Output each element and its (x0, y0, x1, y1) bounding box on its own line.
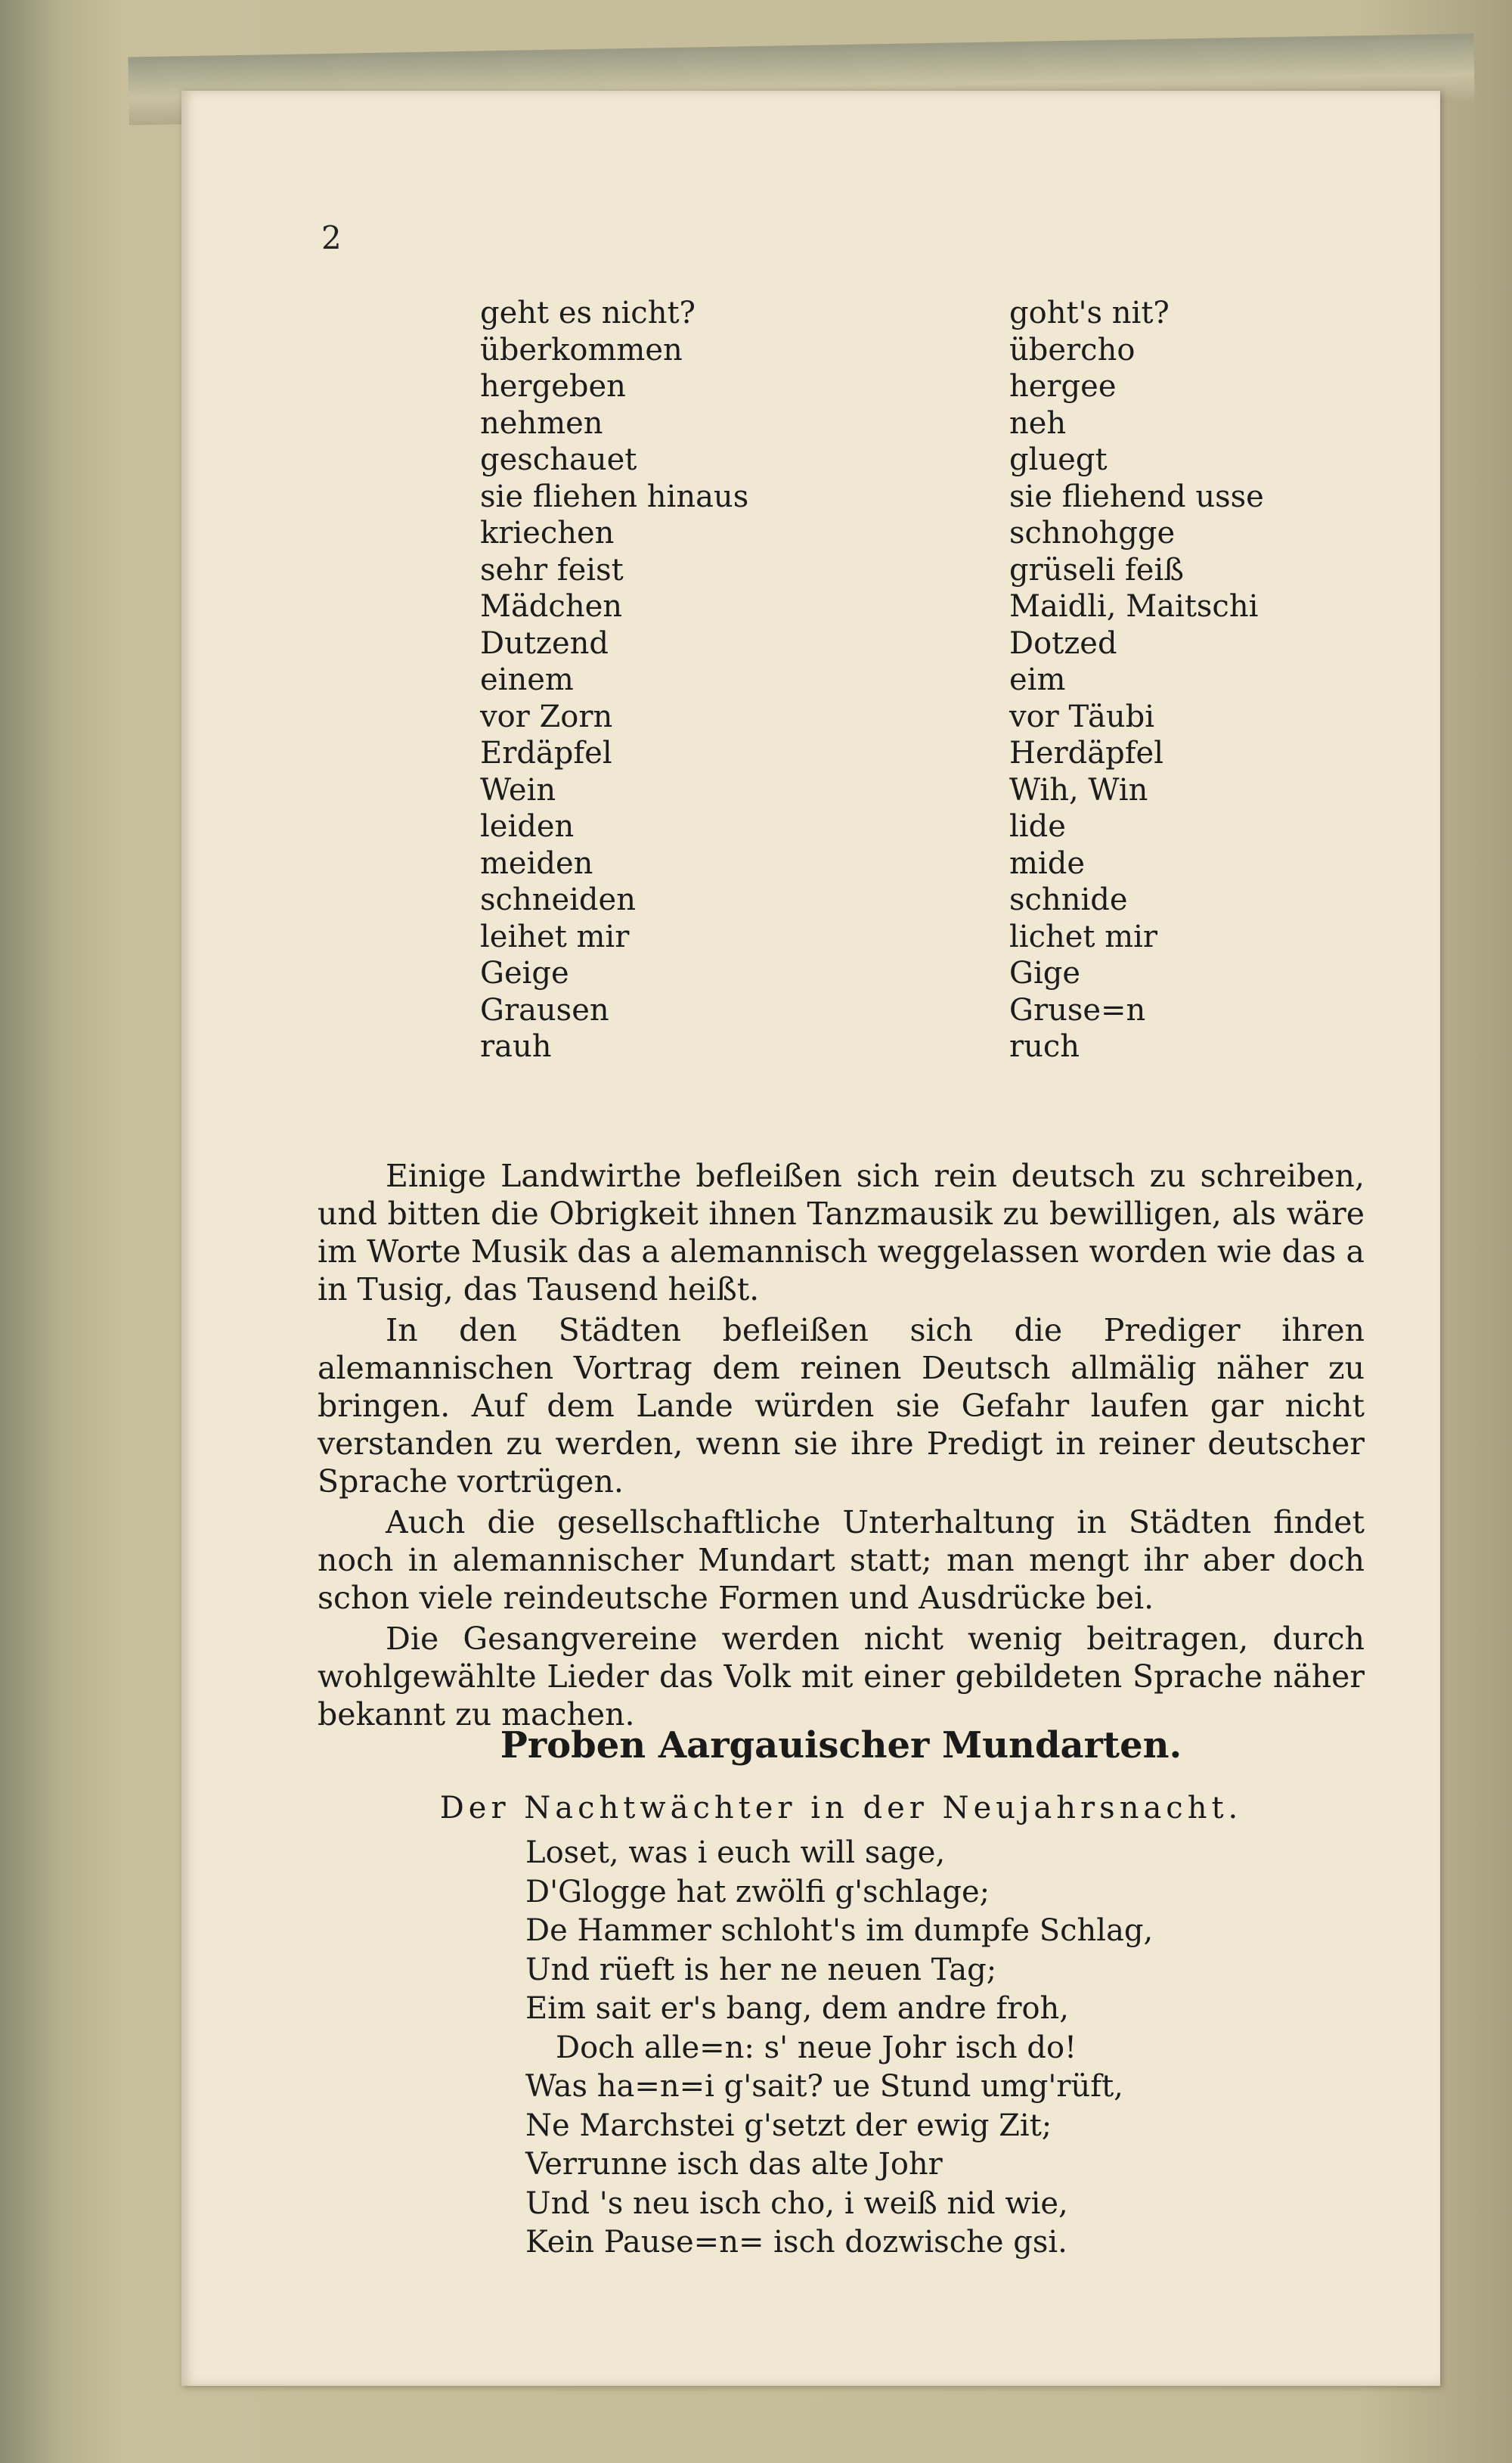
dialect-term: vor Täubi (1009, 699, 1155, 734)
poem-title: Der Nachtwächter in der Neujahrsnacht. (439, 1791, 1243, 1826)
dialect-term: Dotzed (1009, 625, 1117, 661)
paragraph: Die Gesangvereine werden nicht wenig beitragen, durch wohlgewählte Lieder das Volk mit einer gebildeten Sprache näher bekannt zu machen. (318, 1621, 1365, 1732)
poem-line: Kein Pause=n= isch dozwische gsi. (525, 2225, 1067, 2260)
dialect-term: eim (1009, 662, 1066, 697)
paragraph: Auch die gesellschaftliche Unterhaltung in Städten findet noch in alemannischer Mundart statt; man mengt ihr aber doch schon viele reindeutsche Formen und Ausdrücke bei. (318, 1504, 1365, 1616)
standard-german-term: vor Zorn (480, 699, 617, 735)
word-list-row (480, 588, 1433, 625)
dialect-term: goht's nit? (1009, 296, 1170, 330)
standard-german-term: leiden (480, 808, 578, 845)
poem-line: De Hammer schloht's im dumpfe Schlag, (525, 1913, 1154, 1948)
paragraph: In den Städten befleißen sich die Prediger ihren alemannischen Vortrag dem reinen Deutsch allmälig näher zu bringen. Auf dem Lande würden sie Gefahr laufen gar nicht verstanden zu werden, wenn sie ihre Predigt in reiner deutscher Sprache vortrügen. (318, 1312, 1365, 1500)
word-list-row (480, 772, 1433, 809)
dialect-term: grüseli feiß (1009, 552, 1184, 588)
poem-line: D'Glogge hat zwölfi g'schlage; (525, 1874, 990, 1909)
poem-line: Loset, was i euch will sage, (525, 1835, 946, 1870)
standard-german-term: nehmen (480, 405, 608, 442)
word-list-row (480, 919, 1433, 956)
dialect-term: Gige (1009, 956, 1081, 991)
book-page (181, 91, 1440, 2386)
standard-german-term: Wein (480, 772, 560, 808)
dialect-term: Gruse=n (1009, 992, 1146, 1028)
standard-german-term: hergeben (480, 368, 631, 405)
word-list-row (480, 442, 1433, 479)
word-list-row (480, 515, 1433, 552)
word-list-row (480, 662, 1433, 699)
dialect-term: mide (1009, 845, 1085, 881)
standard-german-term: rauh (480, 1028, 556, 1065)
poem-line: Was ha=n=i g'sait? ue Stund umg'rüft, (525, 2069, 1123, 2104)
standard-german-term: sie fliehen hinaus (480, 479, 753, 515)
word-list (480, 295, 1433, 1066)
word-list-row (480, 625, 1433, 662)
dialect-term: schnide (1009, 883, 1128, 917)
dialect-term: Wih, Win (1009, 772, 1148, 808)
standard-german-term: Grausen (480, 992, 614, 1028)
standard-german-term: leihet mir (480, 919, 634, 955)
standard-german-term: Mädchen (480, 588, 627, 625)
standard-german-term: geschauet (480, 442, 641, 478)
page-number: 2 (321, 219, 342, 256)
standard-german-term: Dutzend (480, 625, 613, 662)
word-list-row (480, 479, 1433, 516)
standard-german-term: einem (480, 662, 578, 698)
dialect-term: hergee (1009, 369, 1117, 404)
dialect-term: Herdäpfel (1009, 736, 1164, 771)
poem-line: Und rüeft is her ne neuen Tag; (525, 1952, 997, 1987)
section-title: Proben Aargauischer Mundarten. (500, 1724, 1182, 1767)
dialect-term: ruch (1009, 1029, 1080, 1064)
word-list-row (480, 552, 1433, 589)
dialect-term: übercho (1009, 332, 1136, 368)
dialect-term: sie fliehend usse (1009, 479, 1264, 514)
word-list-row (480, 992, 1433, 1029)
dialect-term: gluegt (1009, 442, 1108, 477)
standard-german-term: geht es nicht? (480, 295, 700, 331)
standard-german-term: Geige (480, 955, 574, 991)
dialect-term: neh (1009, 405, 1067, 441)
word-list-row (480, 405, 1433, 442)
word-list-row (480, 882, 1433, 919)
standard-german-term: schneiden (480, 882, 640, 918)
dialect-term: schnohgge (1009, 516, 1176, 551)
word-list-row (480, 368, 1433, 405)
standard-german-term: sehr feist (480, 552, 628, 588)
word-list-row (480, 295, 1433, 332)
word-list-row (480, 845, 1433, 883)
standard-german-term: überkommen (480, 332, 687, 368)
dialect-term: Maidli, Maitschi (1009, 589, 1259, 624)
word-list-row (480, 699, 1433, 736)
standard-german-term: meiden (480, 845, 597, 882)
poem-line: Und 's neu isch cho, i weiß nid wie, (525, 2185, 1068, 2221)
standard-german-term: kriechen (480, 515, 618, 551)
word-list-row (480, 1028, 1433, 1066)
poem-line: Eim sait er's bang, dem andre froh, (525, 1991, 1070, 2026)
dialect-term: lide (1009, 809, 1066, 844)
word-list-row (480, 735, 1433, 772)
poem-line: Verrunne isch das alte Johr (525, 2147, 943, 2182)
paragraph: Einige Landwirthe befleißen sich rein deutsch zu schreiben, und bitten die Obrigkeit ihnen Tanzmausik zu bewilligen, als wäre im Worte Musik das a alemannisch weggelassen worden wie das a in Tusig, das Tausend heißt. (318, 1158, 1365, 1307)
standard-german-term: Erdäpfel (480, 735, 617, 771)
word-list-row (480, 808, 1433, 845)
poem-line: Doch alle=n: s' neue Johr isch do! (556, 2030, 1077, 2065)
prose-section (318, 1157, 1365, 1736)
poem-line: Ne Marchstei g'setzt der ewig Zit; (525, 2108, 1052, 2143)
word-list-row (480, 332, 1433, 369)
word-list-row (480, 955, 1433, 992)
dialect-term: lichet mir (1009, 919, 1158, 954)
poem (525, 1834, 1357, 2263)
